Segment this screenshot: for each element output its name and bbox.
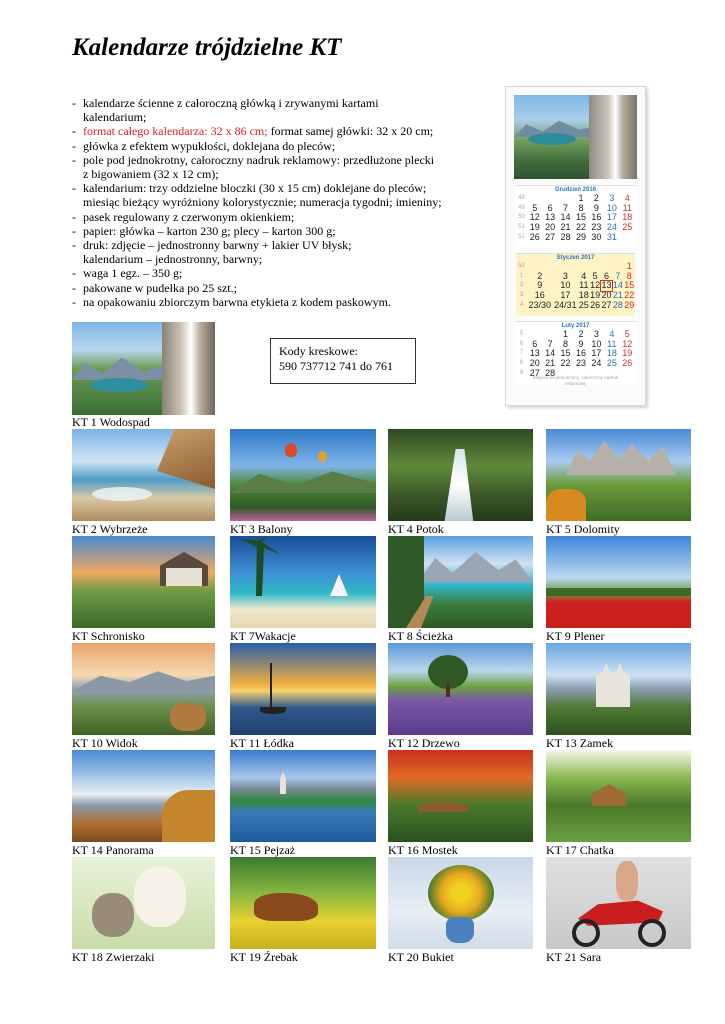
spec-line — [72, 295, 492, 309]
calendar-day: 24 — [591, 358, 602, 369]
calendar-day: 8 — [626, 270, 632, 281]
calendar-day: 19 — [622, 348, 633, 359]
calendar-day: 28 — [560, 231, 571, 242]
calendar-day: 3 — [609, 193, 615, 203]
calendar-day: 28 — [612, 299, 623, 310]
spec-line — [72, 266, 492, 280]
caption: KT 14 Panorama — [72, 843, 154, 857]
calendar-day: 5 — [592, 270, 598, 281]
bullet-dash: - — [72, 266, 76, 281]
calendar-day: 18 — [622, 212, 633, 223]
spec-line — [72, 210, 492, 224]
bullet-dash: - — [72, 209, 76, 224]
week-number: 49 — [518, 204, 525, 211]
calendar-day: 23/30 — [528, 299, 552, 310]
calendar-day: 12 — [529, 212, 540, 223]
calendar-day: 14 — [560, 212, 571, 223]
calendar-day: 6 — [532, 338, 538, 349]
calendar-day: 9 — [578, 338, 584, 349]
calendar-day: 6 — [604, 270, 610, 281]
calendar-day: 4 — [624, 193, 630, 203]
calendar-day: 7 — [615, 270, 621, 281]
calendar-day: 22 — [560, 358, 571, 369]
photo-kt20 — [388, 857, 533, 949]
photo-kt9 — [546, 536, 691, 628]
calendar-footer: Miejsce na jednokrotny, całoroczny nadruk reklamowy — [533, 375, 618, 386]
bullet-dash: - — [72, 280, 76, 295]
calendar-day — [620, 233, 635, 243]
calendar-day: 15 — [575, 212, 586, 223]
photo-kt16 — [388, 750, 533, 842]
week-number: 50 — [518, 214, 525, 221]
calendar-day: 19 — [590, 290, 601, 301]
calendar-day: 2 — [578, 329, 584, 339]
calendar-day: 21 — [560, 222, 571, 233]
photo-kt21 — [546, 857, 691, 949]
calendar-block-1 — [516, 185, 635, 248]
calendar-day: 18 — [578, 290, 589, 301]
barcode-box — [270, 338, 416, 384]
calendar-day: 25 — [622, 222, 633, 233]
bullet-dash: - — [72, 152, 76, 167]
week-number: 5 — [519, 331, 524, 337]
calendar-day: 5 — [532, 202, 538, 213]
spec-line — [72, 238, 492, 252]
calendar-day: 3 — [562, 270, 568, 281]
week-number: 48 — [518, 195, 525, 201]
calendar-day: 20 — [545, 222, 556, 233]
spec-text: główka z efektem wypukłości, doklejana do pleców; — [83, 138, 336, 153]
spec-text: papier: główka – karton 230 g; plecy – karton 300 g; — [83, 223, 336, 238]
calendar-day: 28 — [545, 367, 556, 378]
bullet-dash: - — [72, 223, 76, 238]
photo-kt2 — [72, 429, 215, 521]
calendar-day: 11 — [607, 338, 617, 349]
barcode-label: Kody kreskowe: — [279, 344, 358, 358]
calendar-day: 4 — [581, 270, 587, 281]
photo-kt6 — [72, 536, 215, 628]
calendar-day: 23 — [575, 358, 586, 369]
calendar-day: 26 — [622, 358, 633, 369]
calendar-day: 21 — [545, 358, 556, 369]
calendar-day: 13 — [529, 348, 540, 359]
calendar-day: 17 — [591, 348, 602, 359]
photo-kt19 — [230, 857, 376, 949]
calendar-day: 1 — [563, 329, 569, 339]
calendar-day: 12 — [622, 338, 633, 349]
spec-list — [72, 96, 492, 309]
photo-kt4 — [388, 429, 533, 521]
caption: KT 12 Drzewo — [388, 736, 460, 750]
spec-text: miesiąc bieżący wyróżniony kolorystycznie; numeracja tygodni; imieniny; — [83, 195, 442, 210]
calendar-day: 25 — [606, 358, 617, 369]
bullet-dash: - — [72, 96, 76, 110]
photo-kt14 — [72, 750, 215, 842]
calendar-day: 21 — [612, 290, 623, 301]
calendar-day: 26 — [529, 231, 540, 242]
spec-text: format samej główki: 32 x 20 cm; — [267, 124, 434, 139]
calendar-day: 27 — [601, 299, 612, 310]
calendar-day: 13 — [601, 280, 612, 291]
week-number: 52 — [518, 263, 525, 269]
photo-kt12 — [388, 643, 533, 735]
caption: KT 19 Źrebak — [230, 950, 298, 964]
calendar-day: 31 — [606, 231, 617, 242]
photo-kt15 — [230, 750, 376, 842]
calendar-day: 14 — [612, 280, 623, 291]
calendar-day: 22 — [575, 222, 586, 233]
spec-text: druk: zdjęcie – jednostronny barwny + lakier UV błysk; — [83, 238, 352, 253]
calendar-month-name: Luty 2017 — [561, 323, 590, 329]
calendar-day: 3 — [593, 329, 599, 339]
calendar-day: 22 — [624, 290, 635, 301]
calendar-day: 10 — [560, 280, 571, 291]
calendar-day: 5 — [624, 329, 630, 339]
caption: KT 16 Mostek — [388, 843, 458, 857]
calendar-day: 16 — [575, 348, 586, 359]
photo-kt13 — [546, 643, 691, 735]
spec-line — [72, 153, 492, 167]
calendar-day: 9 — [593, 202, 599, 213]
bullet-dash: - — [72, 238, 76, 253]
spec-text: z bigowaniem (32 x 12 cm); — [83, 167, 219, 182]
calendar-day: 9 — [537, 280, 543, 291]
caption: KT 11 Łódka — [230, 736, 294, 750]
caption: KT 2 Wybrzeże — [72, 522, 148, 536]
week-number: 4 — [519, 301, 524, 308]
calendar-day: 1 — [578, 193, 584, 203]
calendar-block-2 — [516, 253, 635, 316]
calendar-day: 19 — [529, 222, 540, 233]
spec-text: pole pod jednokrotny, całoroczny nadruk reklamowy: przedłużone plecki — [83, 152, 435, 167]
calendar-day: 6 — [547, 202, 553, 213]
photo-kt8 — [388, 536, 533, 628]
calendar-day: 10 — [606, 202, 617, 213]
caption: KT 15 Pejzaż — [230, 843, 296, 857]
spec-line — [72, 124, 492, 138]
spec-line — [72, 167, 492, 181]
calendar-day: 7 — [547, 338, 553, 349]
calendar-day: 7 — [563, 202, 569, 213]
spec-line — [72, 252, 492, 266]
spec-text: kalendarium; — [83, 110, 147, 125]
spec-text: waga 1 egz. – 350 g; — [83, 266, 183, 281]
photo-kt3 — [230, 429, 376, 521]
calendar-day: 20 — [529, 358, 540, 369]
calendar-header-photo — [514, 95, 637, 179]
spec-line — [72, 181, 492, 195]
calendar-day: 2 — [537, 270, 543, 281]
calendar-day: 20 — [601, 290, 612, 301]
bullet-dash: - — [72, 138, 76, 153]
calendar-day: 4 — [609, 329, 615, 339]
calendar-day: 8 — [563, 338, 569, 349]
calendar-day: 18 — [606, 348, 617, 359]
calendar-day: 15 — [560, 348, 571, 359]
caption: KT 20 Bukiet — [388, 950, 454, 964]
spec-text: na opakowaniu zbiorczym barwna etykieta z kodem paskowym. — [83, 294, 391, 309]
calendar-day: 2 — [593, 193, 599, 203]
spec-text: kalendarze ścienne z całoroczną główką i zrywanymi kartami — [83, 96, 379, 110]
calendar-day: 1 — [626, 261, 632, 271]
caption: KT 4 Potok — [388, 522, 444, 536]
bullet-dash: - — [72, 124, 76, 139]
calendar-day: 26 — [590, 299, 601, 310]
photo-kt18 — [72, 857, 215, 949]
calendar-day: 24 — [606, 222, 617, 233]
week-number: 7 — [519, 350, 524, 357]
photo-kt10 — [72, 643, 215, 735]
calendar-day: 27 — [545, 231, 556, 242]
caption: KT 17 Chatka — [546, 843, 614, 857]
spec-text: kalendarium: trzy oddzielne bloczki (30 x 15 cm) doklejane do pleców; — [83, 181, 427, 196]
spec-line — [72, 281, 492, 295]
caption: KT Schronisko — [72, 629, 145, 643]
caption: KT 1 Wodospad — [72, 415, 150, 429]
week-number: 8 — [519, 360, 524, 367]
page-title: Kalendarze trójdzielne KT — [72, 34, 342, 61]
calendar-day: 11 — [622, 202, 632, 213]
calendar-day: 16 — [534, 290, 545, 301]
calendar-day: 11 — [579, 280, 589, 291]
photo-kt11 — [230, 643, 376, 735]
photo-kt17 — [546, 750, 691, 842]
spec-highlight: format całego kalendarza: 32 x 86 cm; — [83, 124, 268, 139]
calendar-month-name: Grudzień 2016 — [554, 187, 596, 193]
calendar-day: 24/31 — [554, 299, 577, 310]
calendar-day: 8 — [578, 202, 584, 213]
calendar-day: 12 — [590, 280, 601, 291]
week-number: 52 — [518, 233, 525, 240]
spec-line — [72, 139, 492, 153]
spec-line — [72, 110, 492, 124]
spec-text: pakowane w pudełka po 25 szt.; — [83, 280, 237, 295]
photo-kt7 — [230, 536, 376, 628]
spec-line — [72, 96, 492, 110]
spec-text: kalendarium – jednostronny, barwny; — [83, 252, 263, 267]
calendar-day: 15 — [624, 280, 635, 291]
caption: KT 7Wakacje — [230, 629, 296, 643]
caption: KT 9 Plener — [546, 629, 605, 643]
barcode-value: 590 737712 741 do 761 — [279, 359, 393, 373]
caption: KT 5 Dolomity — [546, 522, 620, 536]
calendar-day: 23 — [591, 222, 602, 233]
calendar-day: 29 — [575, 231, 586, 242]
caption: KT 13 Zamek — [546, 736, 614, 750]
calendar-day: 16 — [591, 212, 602, 223]
spec-line — [72, 195, 492, 209]
week-number: 9 — [519, 369, 524, 376]
calendar-day: 10 — [591, 338, 602, 349]
week-number: 2 — [519, 282, 524, 289]
caption: KT 10 Widok — [72, 736, 138, 750]
caption: KT 3 Balony — [230, 522, 293, 536]
calendar-day: 17 — [560, 290, 571, 301]
calendar-day: 13 — [545, 212, 556, 223]
caption: KT 8 Ścieżka — [388, 629, 454, 643]
calendar-day: 27 — [529, 367, 540, 378]
calendar-day: 14 — [545, 348, 556, 359]
week-number: 1 — [519, 272, 524, 279]
photo-kt5 — [546, 429, 691, 521]
calendar-mockup — [505, 86, 646, 406]
bullet-dash: - — [72, 181, 76, 196]
caption: KT 18 Zwierzaki — [72, 950, 155, 964]
photo-kt1 — [72, 322, 215, 415]
calendar-day: 17 — [606, 212, 617, 223]
calendar-month-name: Styczeń 2017 — [556, 255, 595, 261]
bullet-dash: - — [72, 294, 76, 309]
calendar-day: 25 — [578, 299, 589, 310]
caption: KT 21 Sara — [546, 950, 602, 964]
week-number: 6 — [519, 340, 524, 347]
week-number: 3 — [519, 292, 524, 299]
week-number: 51 — [518, 224, 525, 231]
spec-text: pasek regulowany z czerwonym okienkiem; — [83, 209, 295, 224]
calendar-day: 29 — [624, 299, 635, 310]
calendar-day: 30 — [591, 231, 602, 242]
spec-line — [72, 224, 492, 238]
